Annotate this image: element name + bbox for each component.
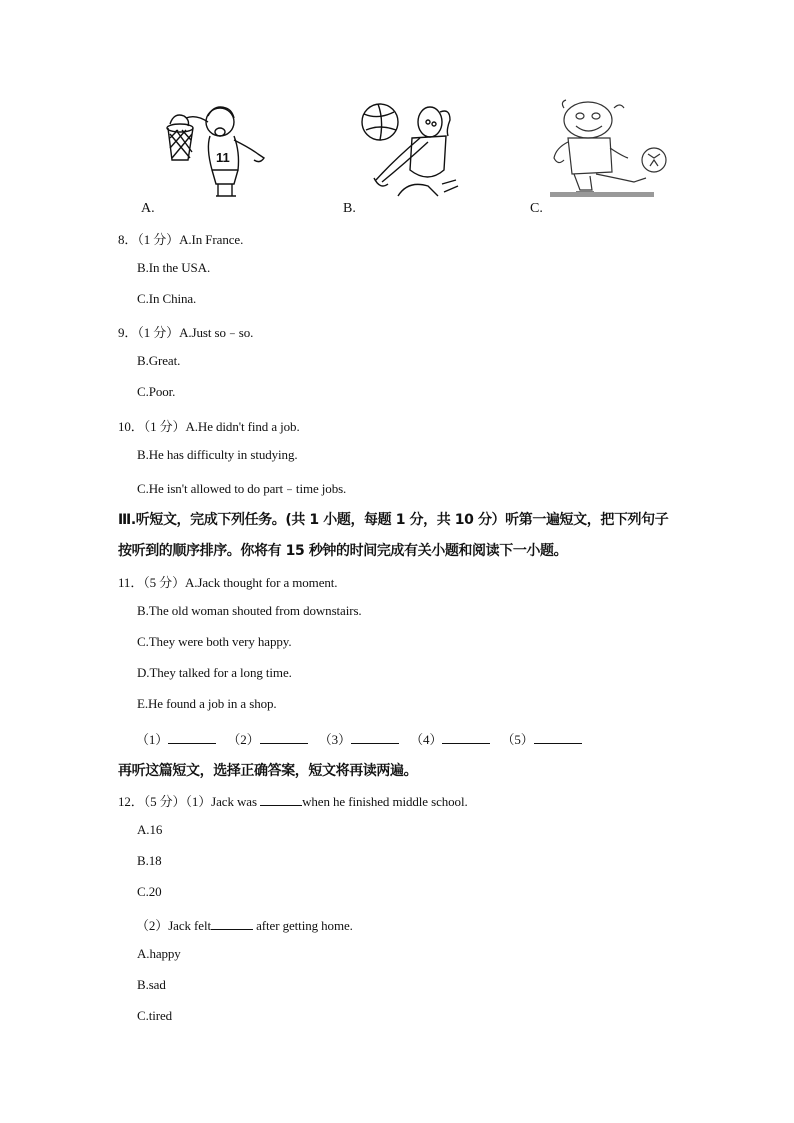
question-12-2-option-a: A.happy [137, 946, 181, 961]
order-answer-row [136, 729, 590, 748]
question-number: 8． [118, 232, 138, 247]
question-10-option-b: B.He has difficulty in studying. [137, 447, 298, 462]
question-10 [118, 416, 300, 435]
question-12-part-1: 12．（5 分）（1）Jack was when he finished middle school. [118, 794, 468, 809]
question-number: 12． [118, 794, 144, 809]
section-3-heading-line1: Ⅲ.听短文，完成下列任务。(共 1 小题，每题 1 分，共 10 分）听第一遍短文，把下列句子 [118, 512, 669, 528]
picture-c-soccer [546, 98, 674, 202]
section-3-heading-line2: 按听到的顺序排序。你将有 15 秒钟的时间完成有关小题和阅读下一小题。 [118, 543, 568, 559]
question-11-option-d: D.They talked for a long time. [137, 665, 292, 680]
order-slot-3[interactable]: （3） [319, 729, 399, 748]
picture-c-label: C. [530, 201, 543, 216]
question-number: 9． [118, 325, 138, 340]
question-score: （1 分） [137, 232, 180, 247]
answer-blank[interactable] [168, 731, 216, 744]
answer-blank[interactable] [534, 731, 582, 744]
question-number: 11． [118, 575, 144, 590]
svg-text:11: 11 [216, 150, 230, 165]
question-score: （5 分） [143, 575, 185, 590]
question-score: （1 分） [137, 325, 180, 340]
option-a: A.Jack thought for a moment. [184, 575, 338, 590]
question-score: （1 分） [143, 419, 186, 434]
question-12-1-option-a: A.16 [137, 822, 163, 837]
order-slot-2[interactable]: （2） [227, 729, 307, 748]
question-11 [118, 572, 337, 591]
option-a: A.He didn't find a job. [185, 419, 300, 434]
question-9 [118, 322, 253, 341]
question-11-option-c: C.They were both very happy. [137, 634, 292, 649]
order-slot-1[interactable]: （1） [136, 729, 216, 748]
question-8-option-b: B.In the USA. [137, 260, 211, 275]
picture-b-label: B. [343, 201, 356, 216]
question-12-2-option-b: B.sad [137, 977, 166, 992]
question-12-2-option-c: C.tired [137, 1008, 173, 1023]
question-12-1-option-b: B.18 [137, 853, 162, 868]
question-9-option-c: C.Poor. [137, 384, 176, 399]
question-11-option-e: E.He found a job in a shop. [137, 696, 277, 711]
picture-a-basketball [160, 100, 270, 200]
question-8-option-c: C.In China. [137, 291, 197, 306]
question-12-1-option-c: C.20 [137, 884, 162, 899]
option-a: A.Just so﹣so. [179, 325, 254, 340]
picture-a-label: A. [141, 201, 155, 216]
answer-blank[interactable] [260, 793, 302, 806]
answer-blank[interactable] [211, 917, 253, 930]
question-12-part-2: （2）Jack felt after getting home. [136, 918, 353, 933]
order-slot-4[interactable]: （4） [410, 729, 490, 748]
picture-b-volleyball [358, 100, 468, 200]
order-slot-5[interactable]: （5） [501, 729, 581, 748]
listen-again-instruction: 再听这篇短文，选择正确答案，短文将再读两遍。 [118, 763, 418, 779]
question-11-option-b: B.The old woman shouted from downstairs. [137, 603, 362, 618]
question-10-option-c: C.He isn't allowed to do part﹣time jobs. [137, 481, 347, 496]
answer-blank[interactable] [351, 731, 399, 744]
answer-blank[interactable] [260, 731, 308, 744]
question-number: 10． [118, 419, 144, 434]
option-a: A.In France. [179, 232, 244, 247]
answer-blank[interactable] [442, 731, 490, 744]
question-9-option-b: B.Great. [137, 353, 181, 368]
volleyball-player-icon [358, 100, 468, 200]
question-8 [118, 229, 243, 248]
basketball-player-icon [160, 100, 270, 200]
soccer-player-icon [546, 98, 674, 202]
question-score: （5 分） [143, 794, 186, 809]
